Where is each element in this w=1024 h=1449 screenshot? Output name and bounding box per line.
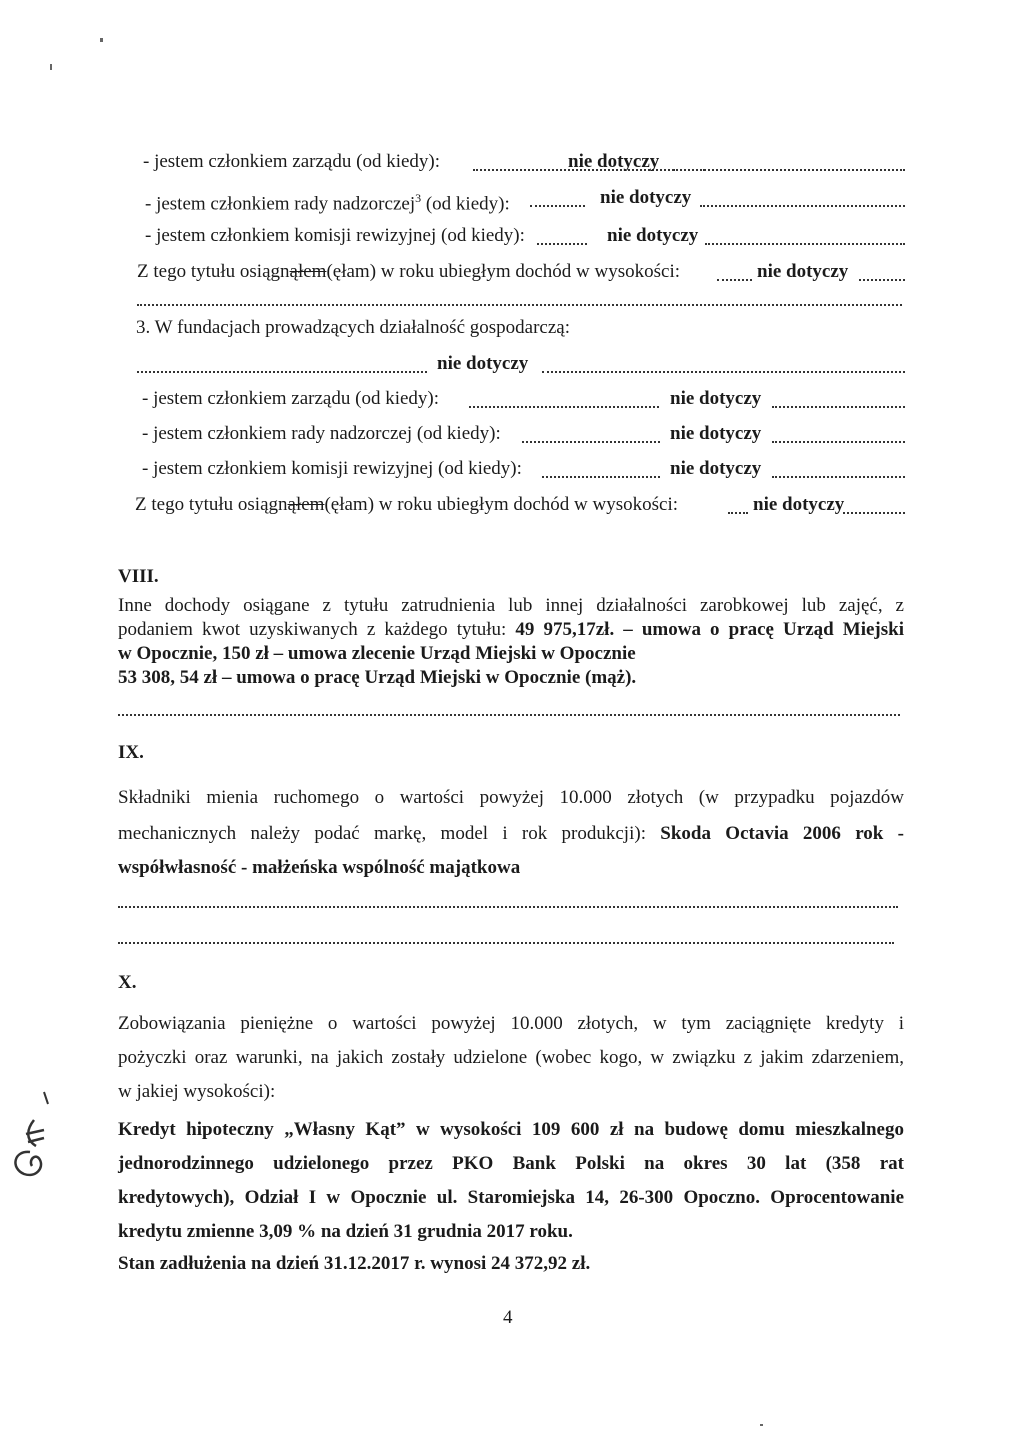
p2-board-row (143, 150, 905, 174)
section-ix-line1: Składniki mienia ruchomego o wartości powyżej 10.000 złotych (w przypadku pojazdów (118, 787, 904, 808)
dotted-fill (772, 441, 905, 443)
section-x-line4: Kredyt hipoteczny „Własny Kąt” w wysokości 109 600 zł na budowę domu mieszkalnego (118, 1119, 904, 1140)
p2-income-value: nie dotyczy (757, 261, 849, 282)
viii-line2-bold: 49 975,17zł. – umowa o pracę Urząd Miejski (515, 619, 905, 640)
dotted-fill (728, 512, 748, 514)
dotted-fill (522, 441, 660, 443)
section-viii-heading: VIII. (118, 566, 159, 587)
dotted-fill (772, 476, 905, 478)
p2-audit-label: - jestem członkiem komisji rewizyjnej (od kiedy): (145, 225, 525, 246)
p2-income-struck: ąłem (289, 261, 327, 282)
p3-supervisory-value: nie dotyczy (670, 423, 762, 444)
p2-supervisory-label: - jestem członkiem rady nadzorczej (145, 193, 416, 215)
section-x-line1: Zobowiązania pieniężne o wartości powyżej 10.000 złotych, w tym zaciągnięte kredyty i (118, 1013, 904, 1034)
dotted-fill (859, 279, 905, 281)
p3-supervisory-label: - jestem członkiem rady nadzorczej (od kiedy): (142, 423, 501, 444)
footnote-marker: 3 (415, 191, 422, 205)
scan-speck (100, 38, 103, 42)
section-viii-line2 (118, 618, 904, 642)
p3-board-label: - jestem członkiem zarządu (od kiedy): (142, 388, 440, 409)
dotted-fill (542, 371, 905, 373)
p2-board-value: nie dotyczy (568, 151, 660, 172)
dotted-fill (530, 205, 585, 207)
p3-income-value: nie dotyczy (753, 494, 845, 515)
p3-board-value: nie dotyczy (670, 388, 762, 409)
section-ix-line2 (118, 822, 904, 846)
dotted-line (118, 942, 894, 944)
section-ix-heading: IX. (118, 742, 144, 763)
p3-audit-row (142, 457, 905, 481)
dotted-fill (673, 169, 905, 171)
p2-audit-row (145, 224, 905, 248)
dotted-fill (705, 243, 905, 245)
section-x-line8: Stan zadłużenia na dzień 31.12.2017 r. wynosi 24 372,92 zł. (118, 1253, 591, 1274)
dotted-line (118, 906, 898, 908)
p3-supervisory-row (142, 422, 905, 446)
p2-income-prefix: Z tego tytułu osiągn (137, 261, 290, 282)
viii-line2-text: podaniem kwot uzyskiwanych z każdego tytułu: (118, 619, 507, 640)
p2-audit-value: nie dotyczy (607, 225, 699, 246)
p2-income-suffix: (ęłam) w roku ubiegłym dochód w wysokości: (326, 261, 681, 282)
dotted-fill (772, 406, 905, 408)
section-x-line5: jednorodzinnego udzielonego przez PKO Bank Polski na okres 30 lat (358 rat (118, 1153, 904, 1174)
dotted-fill (542, 476, 660, 478)
p3-income-row (135, 493, 905, 517)
ix-line2-bold: Skoda Octavia 2006 rok - (660, 823, 904, 844)
ix-line2-text: mechanicznych należy podać markę, model i rok produkcji): (118, 823, 646, 844)
dotted-fill (137, 371, 427, 373)
section-x-line6: kredytowych), Odział I w Opocznie ul. Staromiejska 14, 26-300 Opoczno. Oprocentowanie (118, 1187, 904, 1208)
p2-income-row (137, 260, 905, 284)
scan-speck (760, 1424, 763, 1426)
p3-audit-label: - jestem członkiem komisji rewizyjnej (od kiedy): (142, 458, 522, 479)
scan-speck (50, 64, 52, 70)
dotted-line (118, 714, 900, 716)
p2-board-label: - jestem członkiem zarządu (od kiedy): (143, 151, 441, 172)
p3-income-struck: ąłem (287, 494, 325, 515)
dotted-fill (717, 279, 752, 281)
dotted-fill (469, 406, 659, 408)
section-viii-line4: 53 308, 54 zł – umowa o pracę Urząd Miejski w Opocznie (mąż). (118, 667, 637, 688)
section-x-line7: kredytu zmienne 3,09 % na dzień 31 grudnia 2017 roku. (118, 1221, 573, 1242)
p3-value: nie dotyczy (437, 353, 529, 374)
p2-supervisory-value: nie dotyczy (600, 187, 692, 208)
section-viii-line1: Inne dochody osiągane z tytułu zatrudnienia lub innej działalności zarobkowej lub zajęć, z (118, 595, 904, 616)
p3-board-row (142, 387, 905, 411)
dotted-fill (843, 512, 905, 514)
p2-supervisory-row (145, 186, 905, 216)
dotted-line (137, 304, 902, 306)
handwritten-initials-icon (4, 1090, 54, 1190)
p3-income-prefix: Z tego tytułu osiągn (135, 494, 288, 515)
p3-heading: 3. W fundacjach prowadzących działalność gospodarczą: (136, 317, 570, 338)
page-number: 4 (503, 1307, 513, 1328)
p3-income-suffix: (ęłam) w roku ubiegłym dochód w wysokości: (324, 494, 679, 515)
section-x-heading: X. (118, 972, 137, 993)
dotted-fill (700, 205, 905, 207)
section-ix-line3: współwłasność - małżeńska wspólność majątkowa (118, 857, 521, 878)
section-x-line3: w jakiej wysokości): (118, 1081, 276, 1102)
section-viii-line3: w Opocznie, 150 zł – umowa zlecenie Urząd Miejski w Opocznie (118, 643, 636, 664)
p2-since-label: (od kiedy): (425, 193, 510, 215)
p3-audit-value: nie dotyczy (670, 458, 762, 479)
dotted-fill (537, 243, 587, 245)
section-x-line2: pożyczki oraz warunki, na jakich zostały udzielone (wobec kogo, w związku z jakim zdarzeniem, (118, 1047, 904, 1068)
